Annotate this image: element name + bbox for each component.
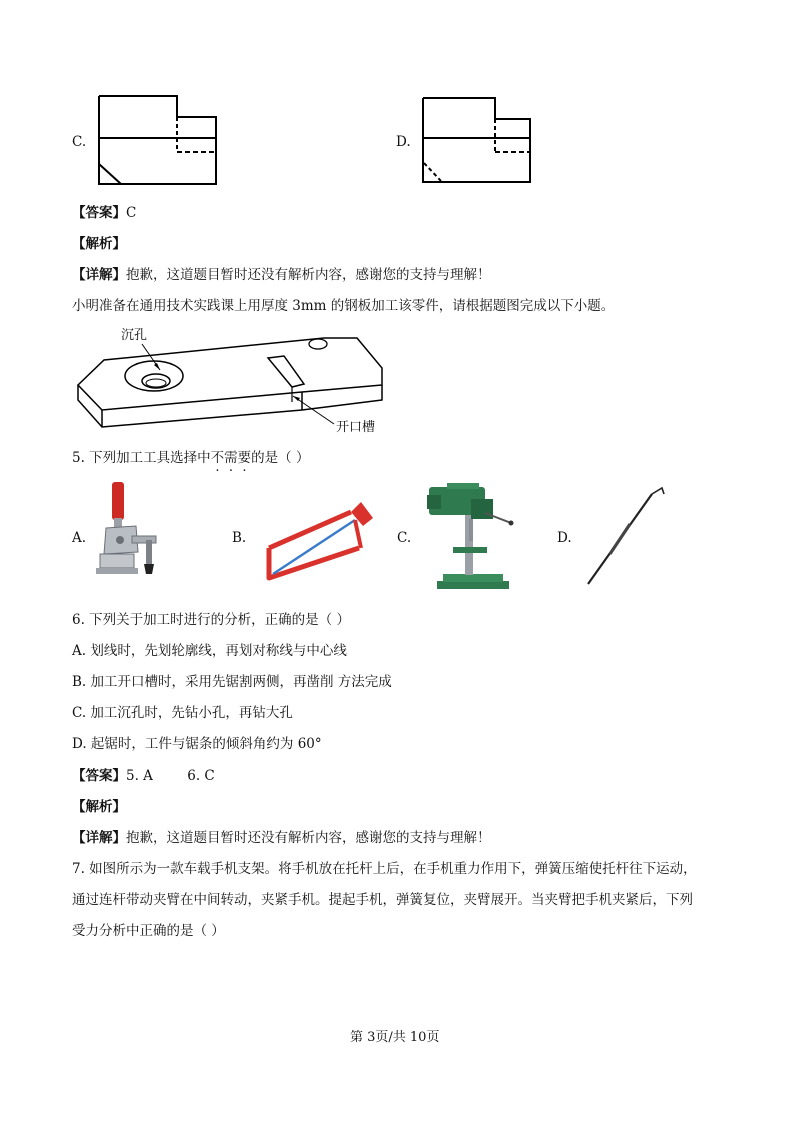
bench-drill-press-image [421,481,516,591]
detail-tag: 【详解】 [72,267,126,283]
detail-text: 抱歉，这道题目暂时还没有解析内容，感谢您的支持与理解！ [126,830,491,846]
detail-line-2 [72,826,491,846]
q5-option-a-label: A. [72,530,87,546]
answer-line-1 [72,201,136,221]
detail-tag: 【详解】 [72,830,126,846]
scriber-image [582,480,672,590]
question-7-line-3: 受力分析中正确的是（ ） [72,923,225,939]
option-c-label: C. [72,134,87,150]
option-c-drawing [97,94,227,194]
option-d-drawing [421,96,541,196]
q5-option-d-label: D. [557,530,572,546]
answer-value: 5. A 6. C [126,768,215,784]
toggle-clamp-image [92,480,162,590]
intro-text: 小明准备在通用技术实践课上用厚度 3mm 的钢板加工该零件，请根据题图完成以下小题。 [72,298,615,314]
page-number: 第 3页/共 10页 [350,1030,440,1045]
q5-option-b-label: B. [232,530,247,546]
question-5-stem: 5. 下列加工工具选择中不需要的是（ ） [72,450,310,466]
detail-line-1 [72,263,491,283]
question-6-stem: 6. 下列关于加工时进行的分析，正确的是（ ） [72,612,350,628]
label-slot: 开口槽 [336,420,376,435]
answer-tag: 【答案】 [72,768,126,784]
emphasis-word: 不需要 [210,450,252,466]
steel-part-figure [72,330,392,430]
answer-line-2 [72,764,215,784]
answer-tag: 【答案】 [72,205,126,221]
q6-option-b: B. 加工开口槽时，采用先锯割两侧，再凿削 方法完成 [72,674,392,690]
analysis-tag: 【解析】 [72,236,126,252]
analysis-tag: 【解析】 [72,799,126,815]
option-d-label: D. [396,134,411,150]
question-7-line-1: 7. 如图所示为一款车载手机支架。将手机放在托杆上后，在手机重力作用下，弹簧压缩使托杆往下运动， [72,861,697,877]
label-countersink: 沉孔 [121,328,148,343]
q6-option-d: D. 起锯时，工件与锯条的倾斜角约为 60° [72,736,322,752]
question-7-line-2: 通过连杆带动夹臂在中间转动，夹紧手机。提起手机，弹簧复位，夹臂展开。当夹臂把手机夹紧后，下列 [72,892,693,908]
answer-value: C [126,205,137,221]
q6-option-c: C. 加工沉孔时，先钻小孔，再钻大孔 [72,705,293,721]
q5-option-c-label: C. [397,530,412,546]
hacksaw-image [259,490,379,585]
q6-option-a: A. 划线时，先划轮廓线，再划对称线与中心线 [72,643,347,659]
detail-text: 抱歉，这道题目暂时还没有解析内容，感谢您的支持与理解！ [126,267,491,283]
